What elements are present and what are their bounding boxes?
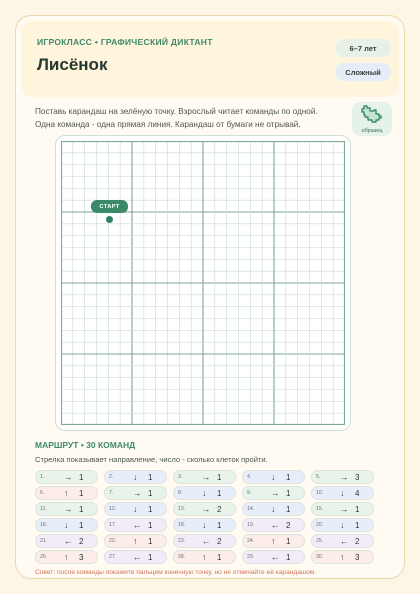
command-arrow-icon: → — [133, 488, 142, 498]
command-number: 19. — [247, 522, 255, 528]
route-title: МАРШРУТ • 30 КОМАНД — [35, 440, 136, 450]
command-item — [311, 502, 374, 516]
command-arrow-icon: → — [202, 472, 211, 482]
command-count: 1 — [79, 489, 84, 498]
command-item — [104, 550, 167, 564]
command-count: 1 — [217, 553, 222, 562]
command-arrow-icon: ↓ — [340, 520, 345, 530]
command-arrow-icon: ↑ — [133, 536, 138, 546]
command-number: 10. — [316, 490, 324, 496]
command-number: 27. — [109, 554, 117, 560]
command-item — [311, 550, 374, 564]
command-number: 17. — [109, 522, 117, 528]
command-count: 1 — [148, 521, 153, 530]
command-count: 3 — [79, 553, 84, 562]
header-kicker: ИГРОКЛАСС • ГРАФИЧЕСКИЙ ДИКТАНТ — [37, 37, 213, 47]
command-number: 26. — [40, 554, 48, 560]
command-number: 29. — [247, 554, 255, 560]
command-count: 2 — [355, 537, 360, 546]
command-count: 2 — [286, 521, 291, 530]
command-arrow-icon: ↓ — [64, 520, 69, 530]
command-count: 3 — [355, 473, 360, 482]
command-item — [35, 518, 98, 532]
command-item — [104, 470, 167, 484]
difficulty-badge: Сложный — [335, 63, 391, 81]
command-item — [173, 502, 236, 516]
command-arrow-icon: → — [64, 504, 73, 514]
command-arrow-icon: → — [340, 472, 349, 482]
command-count: 1 — [148, 489, 153, 498]
command-count: 1 — [148, 505, 153, 514]
command-number: 16. — [40, 522, 48, 528]
command-item — [311, 486, 374, 500]
command-arrow-icon: → — [64, 472, 73, 482]
command-count: 2 — [217, 537, 222, 546]
command-item — [173, 550, 236, 564]
command-count: 1 — [286, 473, 291, 482]
command-item — [104, 486, 167, 500]
command-arrow-icon: ← — [202, 536, 211, 546]
command-number: 12. — [109, 506, 117, 512]
command-count: 2 — [79, 537, 84, 546]
command-number: 30. — [316, 554, 324, 560]
command-number: 3. — [178, 474, 183, 480]
command-arrow-icon: ↓ — [271, 472, 276, 482]
command-item — [35, 534, 98, 548]
command-item — [173, 518, 236, 532]
command-count: 1 — [286, 489, 291, 498]
command-item — [242, 534, 305, 548]
command-number: 2. — [109, 474, 114, 480]
command-number: 8. — [178, 490, 183, 496]
command-count: 1 — [355, 521, 360, 530]
command-item — [35, 470, 98, 484]
command-arrow-icon: ← — [340, 536, 349, 546]
command-arrow-icon: ↓ — [340, 488, 345, 498]
command-number: 5. — [316, 474, 321, 480]
command-number: 11. — [40, 506, 47, 512]
command-item — [311, 470, 374, 484]
command-count: 1 — [286, 553, 291, 562]
command-item — [35, 502, 98, 516]
command-item — [104, 534, 167, 548]
command-arrow-icon: ↑ — [271, 536, 276, 546]
command-item — [104, 502, 167, 516]
command-item — [311, 518, 374, 532]
command-item — [242, 550, 305, 564]
command-arrow-icon: ← — [133, 552, 142, 562]
command-item — [242, 502, 305, 516]
page-title: Лисёнок — [37, 55, 108, 74]
command-count: 2 — [217, 505, 222, 514]
drawing-grid[interactable] — [61, 141, 345, 425]
command-item — [242, 486, 305, 500]
command-count: 1 — [148, 553, 153, 562]
instructions-text: Поставь карандаш на зелёную точку. Взрослый читает команды по одной. Одна команда - одна прямая линия. Карандаш от бумаги не отрывай. — [35, 107, 318, 129]
command-number: 22. — [109, 538, 117, 544]
command-item — [35, 550, 98, 564]
command-count: 1 — [148, 473, 153, 482]
command-arrow-icon: ↓ — [133, 472, 138, 482]
command-arrow-icon: → — [202, 504, 211, 514]
command-number: 18. — [178, 522, 186, 528]
command-count: 1 — [217, 489, 222, 498]
command-count: 1 — [79, 521, 84, 530]
command-count: 1 — [355, 505, 360, 514]
command-item — [311, 534, 374, 548]
sample-label: образец — [361, 128, 383, 134]
start-label: СТАРТ — [91, 200, 128, 213]
command-number: 20. — [316, 522, 324, 528]
command-item — [173, 470, 236, 484]
command-number: 4. — [247, 474, 252, 480]
command-item — [35, 486, 98, 500]
command-number: 9. — [247, 490, 252, 496]
command-number: 6. — [40, 490, 45, 496]
command-count: 1 — [217, 521, 222, 530]
command-item — [242, 470, 305, 484]
command-number: 13. — [178, 506, 186, 512]
fox-sample-icon — [361, 105, 383, 125]
command-number: 21. — [40, 538, 48, 544]
command-count: 1 — [217, 473, 222, 482]
command-count: 1 — [286, 505, 291, 514]
command-count: 1 — [148, 537, 153, 546]
command-count: 4 — [355, 489, 360, 498]
command-item — [173, 486, 236, 500]
command-number: 15. — [316, 506, 324, 512]
command-list — [35, 470, 373, 564]
command-arrow-icon: ↓ — [202, 520, 207, 530]
command-number: 28. — [178, 554, 186, 560]
command-count: 3 — [355, 553, 360, 562]
command-arrow-icon: ↓ — [271, 504, 276, 514]
command-arrow-icon: ← — [271, 520, 280, 530]
command-item — [104, 518, 167, 532]
command-number: 23. — [178, 538, 186, 544]
command-arrow-icon: ↑ — [64, 552, 69, 562]
command-number: 24. — [247, 538, 255, 544]
command-arrow-icon: ↑ — [340, 552, 345, 562]
command-number: 14. — [247, 506, 255, 512]
command-arrow-icon: ↓ — [202, 488, 207, 498]
age-badge: 6–7 лет — [335, 39, 391, 57]
command-count: 1 — [286, 537, 291, 546]
command-arrow-icon: ↓ — [133, 504, 138, 514]
command-arrow-icon: ↑ — [64, 488, 69, 498]
command-item — [242, 518, 305, 532]
command-arrow-icon: ← — [271, 552, 280, 562]
command-count: 1 — [79, 473, 84, 482]
command-arrow-icon: → — [340, 504, 349, 514]
command-number: 25. — [316, 538, 324, 544]
command-number: 7. — [109, 490, 114, 496]
start-dot — [106, 216, 113, 223]
command-number: 1. — [40, 474, 45, 480]
command-arrow-icon: ↑ — [202, 552, 207, 562]
command-arrow-icon: ← — [133, 520, 142, 530]
command-count: 1 — [79, 505, 84, 514]
tip-text: Совет: после команды покажите пальцем конечную точку, но не отмечайте её карандашом. — [35, 569, 317, 576]
command-arrow-icon: → — [271, 488, 280, 498]
route-subtitle: Стрелка показывает направление, число - сколько клеток пройти. — [35, 455, 268, 464]
command-arrow-icon: ← — [64, 536, 73, 546]
command-item — [173, 534, 236, 548]
sample-preview[interactable] — [352, 102, 392, 136]
